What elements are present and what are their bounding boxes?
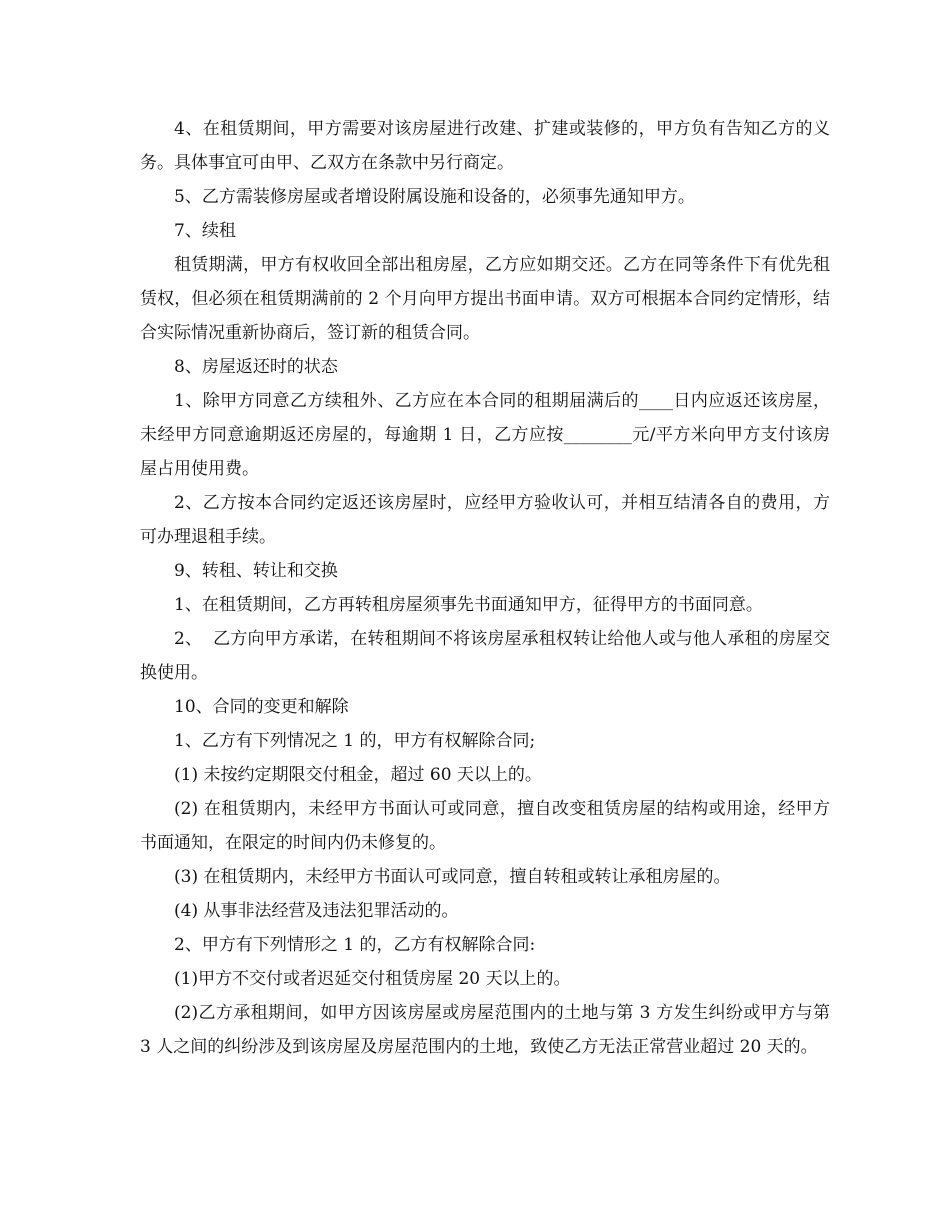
return-clause-2: 2、乙方按本合同约定返还该房屋时，应经甲方验收认可，并相互结清各自的费用，方可办理退租手续。: [140, 493, 830, 547]
section-heading-renewal: 7、续租: [174, 221, 236, 241]
termination-lessee-item-2: (2) 在租赁期内，未经甲方书面认可或同意，擅自改变租赁房屋的结构或用途，经甲方书面通知，在限定的时间内仍未修复的。: [140, 799, 830, 853]
sublease-clause-1: 1、在租赁期间，乙方再转租房屋须事先书面通知甲方，征得甲方的书面同意。: [174, 595, 763, 615]
document-body: [140, 112, 836, 1064]
termination-lessee-item-4: (4) 从事非法经营及违法犯罪活动的。: [174, 901, 459, 921]
clause-4-renovation-notice: 4、在租赁期间，甲方需要对该房屋进行改建、扩建或装修的，甲方负有告知乙方的义务。具体事宜可由甲、乙双方在条款中另行商定。: [140, 119, 830, 173]
section-heading-termination: 10、合同的变更和解除: [174, 697, 349, 717]
termination-lessee-item-1: (1) 未按约定期限交付租金，超过 60 天以上的。: [174, 765, 542, 785]
termination-lessor-item-2: (2)乙方承租期间，如甲方因该房屋或房屋范围内的土地与第 3 方发生纠纷或甲方与第 3 人之间的纠纷涉及到该房屋及房屋范围内的土地，致使乙方无法正常营业超过 20 天的。: [140, 1003, 836, 1057]
section-heading-return-state: 8、房屋返还时的状态: [174, 357, 338, 377]
termination-lessee-item-3: (3) 在租赁期内，未经甲方书面认可或同意，擅自转租或转让承租房屋的。: [174, 867, 731, 887]
sublease-clause-2: 2、 乙方向甲方承诺，在转租期间不将该房屋承租权转让给他人或与他人承租的房屋交换使用。: [140, 629, 830, 683]
renewal-paragraph: 租赁期满，甲方有权收回全部出租房屋，乙方应如期交还。乙方在同等条件下有优先租赁权，但必须在租赁期满前的 2 个月向甲方提出书面申请。双方可根据本合同约定情形，结合实际情况重新协商后，签订新的租赁合同。: [140, 255, 830, 343]
termination-lessor-item-1: (1)甲方不交付或者迟延交付租赁房屋 20 天以上的。: [174, 969, 571, 989]
section-heading-sublease: 9、转租、转让和交换: [174, 561, 338, 581]
return-clause-1: 1、除甲方同意乙方续租外、乙方应在本合同的租期届满后的____日内应返还该房屋，未经甲方同意逾期返还房屋的，每逾期 1 日，乙方应按________元/平方米向甲方支付该房屋占用使用费。: [140, 391, 830, 479]
termination-lessee-intro: 1、乙方有下列情况之 1 的，甲方有权解除合同;: [174, 731, 536, 751]
termination-lessor-intro: 2、甲方有下列情形之 1 的，乙方有权解除合同:: [174, 935, 536, 955]
clause-5-decoration-notice: 5、乙方需装修房屋或者增设附属设施和设备的，必须事先通知甲方。: [174, 187, 695, 207]
